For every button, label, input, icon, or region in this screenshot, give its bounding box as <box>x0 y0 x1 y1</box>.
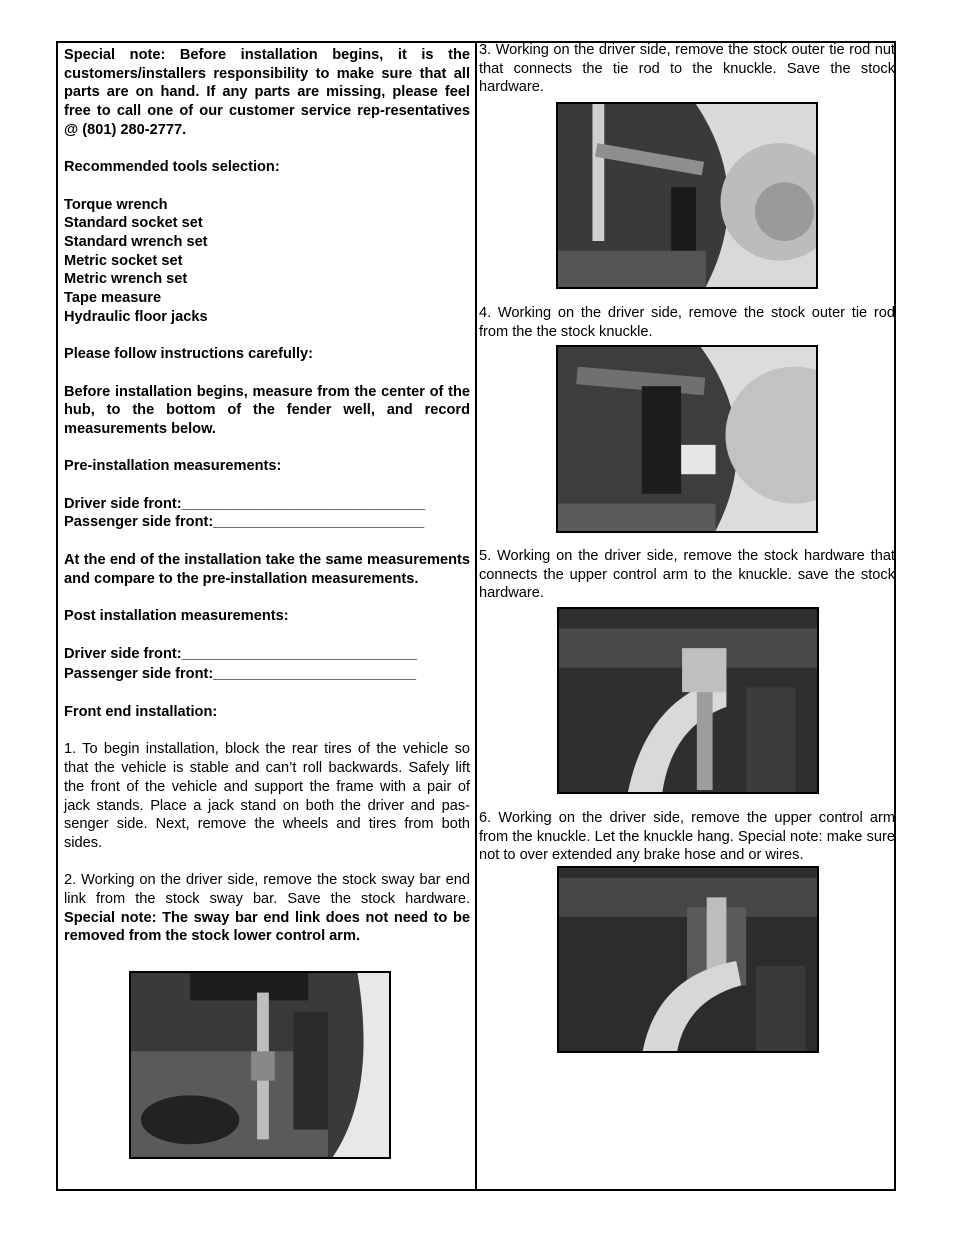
before-install-text: Before installation begins, measure from the center of the hub, to the bottom of the fender well, and record measurements below. <box>64 383 470 437</box>
step-2-text <box>64 871 470 946</box>
post-driver-field: Driver side front:_____________________________ <box>64 646 417 663</box>
post-passenger-field: Passenger side front:_________________________ <box>64 666 417 683</box>
step-1-text: 1. To begin installation, block the rear tires of the vehicle so that the vehicle is stable and can’t roll backwards. Safely lift the front of the vehicle and support the frame with a pair of jack stands. Place a jack stand on both the driver and pas-senger side. Next, remove the wheels and tires from both sides. <box>64 741 470 851</box>
tool-item: Metric wrench set <box>64 271 188 288</box>
pre-measure-heading: Pre-installation measurements: <box>64 458 282 475</box>
column-divider <box>475 41 477 1191</box>
step-5-text: 5. Working on the driver side, remove the stock hardware that connects the upper control arm to the knuckle. save the stock hardware. <box>479 548 895 602</box>
step-2-body: 2. Working on the driver side, remove the stock sway bar end link from the stock sway bar. Save the stock hardware. <box>64 872 470 908</box>
pre-driver-field: Driver side front:______________________________ <box>64 495 426 512</box>
tool-item: Hydraulic floor jacks <box>64 308 208 325</box>
step-2-note: Special note: The sway bar end link does not need to be removed from the stock lower control arm. <box>64 909 470 945</box>
left-column <box>64 46 470 946</box>
tool-item: Standard socket set <box>64 215 203 232</box>
tool-item: Tape measure <box>64 290 162 307</box>
tools-heading: Recommended tools selection: <box>64 159 280 176</box>
follow-instructions: Please follow instructions carefully: <box>64 346 313 363</box>
step-6-block <box>479 809 895 865</box>
step-4-block <box>479 304 895 341</box>
at-end-text: At the end of the installation take the same measurements and compare to the pre-installation measurements. <box>64 551 470 587</box>
step-3-text: 3. Working on the driver side, remove the stock outer tie rod nut that connects the tie rod to the knuckle. Save the stock hardware. <box>479 42 895 96</box>
step-5-photo <box>557 607 819 794</box>
step-4-text: 4. Working on the driver side, remove the stock outer tie rod from the the stock knuckle. <box>479 305 895 340</box>
post-measure-heading: Post installation measurements: <box>64 607 289 624</box>
step-2-photo <box>129 971 391 1159</box>
front-end-heading: Front end installation: <box>64 704 218 721</box>
tool-item: Metric socket set <box>64 252 183 269</box>
tool-item: Standard wrench set <box>64 234 208 250</box>
step-5-block <box>479 547 895 603</box>
step-6-photo <box>557 866 819 1053</box>
step-3-block <box>479 41 895 97</box>
tool-item: Torque wrench <box>64 196 168 213</box>
special-note: Special note: Before installation begins, it is the customers/installers responsibility to make sure that all parts are on hand. If any parts are missing, please feel free to call one of our customer service rep-resentatives @ (801) 280-2777. <box>64 47 470 138</box>
step-6-text: 6. Working on the driver side, remove the upper control arm from the knuckle. Let the knuckle hang. Special note: make sure not to over extended any brake hose and or wires. <box>479 810 895 864</box>
step-3-photo <box>556 102 818 289</box>
pre-passenger-field: Passenger side front:__________________________ <box>64 514 425 531</box>
step-4-photo <box>556 345 818 533</box>
